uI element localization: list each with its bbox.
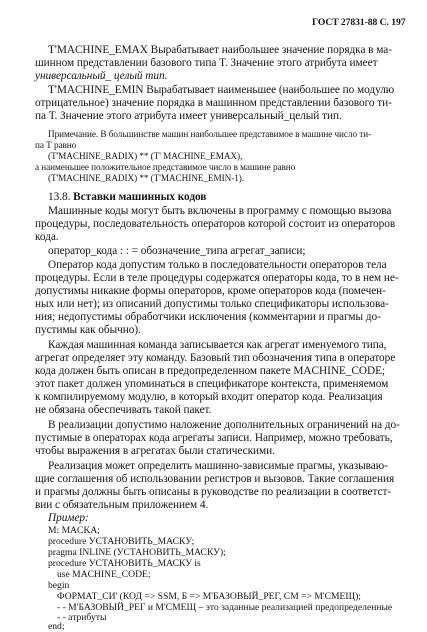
text-line: отрицательное) значение порядка в машинном представлении базового ти-: [35, 97, 392, 109]
code-line: pragma INLINE (УСТАНОВИТЬ_МАСКУ);: [48, 547, 226, 558]
text-line: Машинные коды могут быть включены в программу с помощью вызова: [48, 205, 392, 217]
code-line: - - M'БАЗОВЫЙ_РЕГ и M'СМЕЩ – это заданные реализацией предопределенные: [57, 602, 393, 613]
note-line: па Т равно: [35, 140, 77, 150]
text-line: и прагмы должны быть описаны в руководстве по реализации в соответст-: [35, 486, 392, 498]
text-line: кода.: [35, 231, 59, 243]
text-line: к компилируемому модулю, в который входит оператор кода. Реализация: [35, 391, 383, 403]
code-line: M: MACKA;: [48, 525, 100, 536]
code-line: use MACHINE_CODE;: [57, 569, 151, 580]
text-line: допустимы никакие формы операторов, кроме операторов кода (помечен-: [35, 285, 386, 297]
text-line: Каждая машинная команда записывается как агрегат именуемого типа,: [48, 339, 387, 351]
text-line: не обязана обеспечивать такой пакет.: [35, 404, 212, 416]
text-line: Оператор кода допустим только в последовательности операторов тела: [48, 259, 387, 271]
text-line: ных или нет); из описаний допустимы только спецификаторы использова-: [35, 298, 389, 310]
code-line: ФОРМАТ_СИ' (КОД => SSM, Б => M'БАЗОВЫЙ_РЕГ, СМ => M'СМЕЩ);: [57, 591, 361, 602]
text-line: кода должен быть описан в предопределенном пакете MACHINE_CODE;: [35, 365, 386, 377]
text-line: агрегат определяет эту команду. Базовый тип обозначения типа в операторе: [35, 352, 396, 364]
note-line: а наименьшее положительное представимое число в машине равно: [35, 162, 296, 172]
section-number: 13.8.: [48, 191, 71, 203]
code-line: end;: [48, 621, 65, 632]
section-heading: [48, 191, 206, 203]
text-line: ния; недопустимы обработчики исключения (комментарии и прагмы до-: [35, 311, 381, 323]
text-line: В реализации допустимо наложение дополнительных ограничений на до-: [48, 419, 400, 431]
page-header: ГОСТ 27831-88 С. 197: [312, 17, 406, 28]
text-line: вии с обязательным приложением 4.: [35, 499, 209, 511]
text-line: шинном представлении базового типа Т. Значение этого атрибута имеет: [35, 57, 378, 69]
text-line: Реализация может определить машинно-зависимые прагмы, указываю-: [48, 460, 388, 472]
note-line: Примечание. В большинстве машин наибольшее представимое в машине число ти-: [48, 129, 372, 139]
example-label: Пример:: [48, 512, 89, 524]
text-line: пустимые в операторах кода агрегаты записи. Например, можно требовать,: [35, 432, 393, 444]
section-title: Вставки машинных кодов: [73, 191, 207, 203]
text-line: этот пакет должен упоминаться в спецификаторе контекста, применяемом: [35, 378, 389, 390]
code-line: procedure УСТАНОВИТЬ_МАСКУ is: [48, 558, 201, 569]
text-line: T'MACHINE_EMAX Вырабатывает наибольшее значение порядка в ма-: [48, 44, 392, 56]
note-line: (T'MACHINE_RADIX) ** (T' MACHINE_EMAX),: [48, 151, 243, 161]
code-line: - - атрибуты: [57, 612, 107, 623]
note-line: (T'MACHINE_RADIX) ** (T'MACHINE_EMIN-1).: [48, 173, 245, 183]
text-line: процедуры, последовательность операторов которой состоит из операторов: [35, 218, 396, 230]
text-line: щие соглашения об использовании регистров и вызовов. Такие соглашения: [35, 473, 395, 485]
text-line: T'MACHINE_EMIN Вырабатывает наименьшее (наибольшее по модулю: [48, 84, 395, 96]
code-line: begin: [48, 580, 70, 591]
syntax-rule: оператор_кода : : = обозначение_типа агрегат_записи;: [48, 245, 306, 257]
text-line: процедуры. Если в теле процедуры содержатся операторы кода, то в нем не-: [35, 272, 399, 284]
code-line: procedure УСТАНОВИТЬ_МАСКУ;: [48, 536, 195, 547]
text-line: чтобы выражения в агрегатах были статическими.: [35, 445, 275, 457]
text-line: универсальный_ целый тип.: [35, 70, 168, 82]
text-line: па Т. Значение этого атрибута имеет универсальный_целый тип.: [35, 110, 342, 122]
text-line: пустимы как обычно).: [35, 324, 141, 336]
